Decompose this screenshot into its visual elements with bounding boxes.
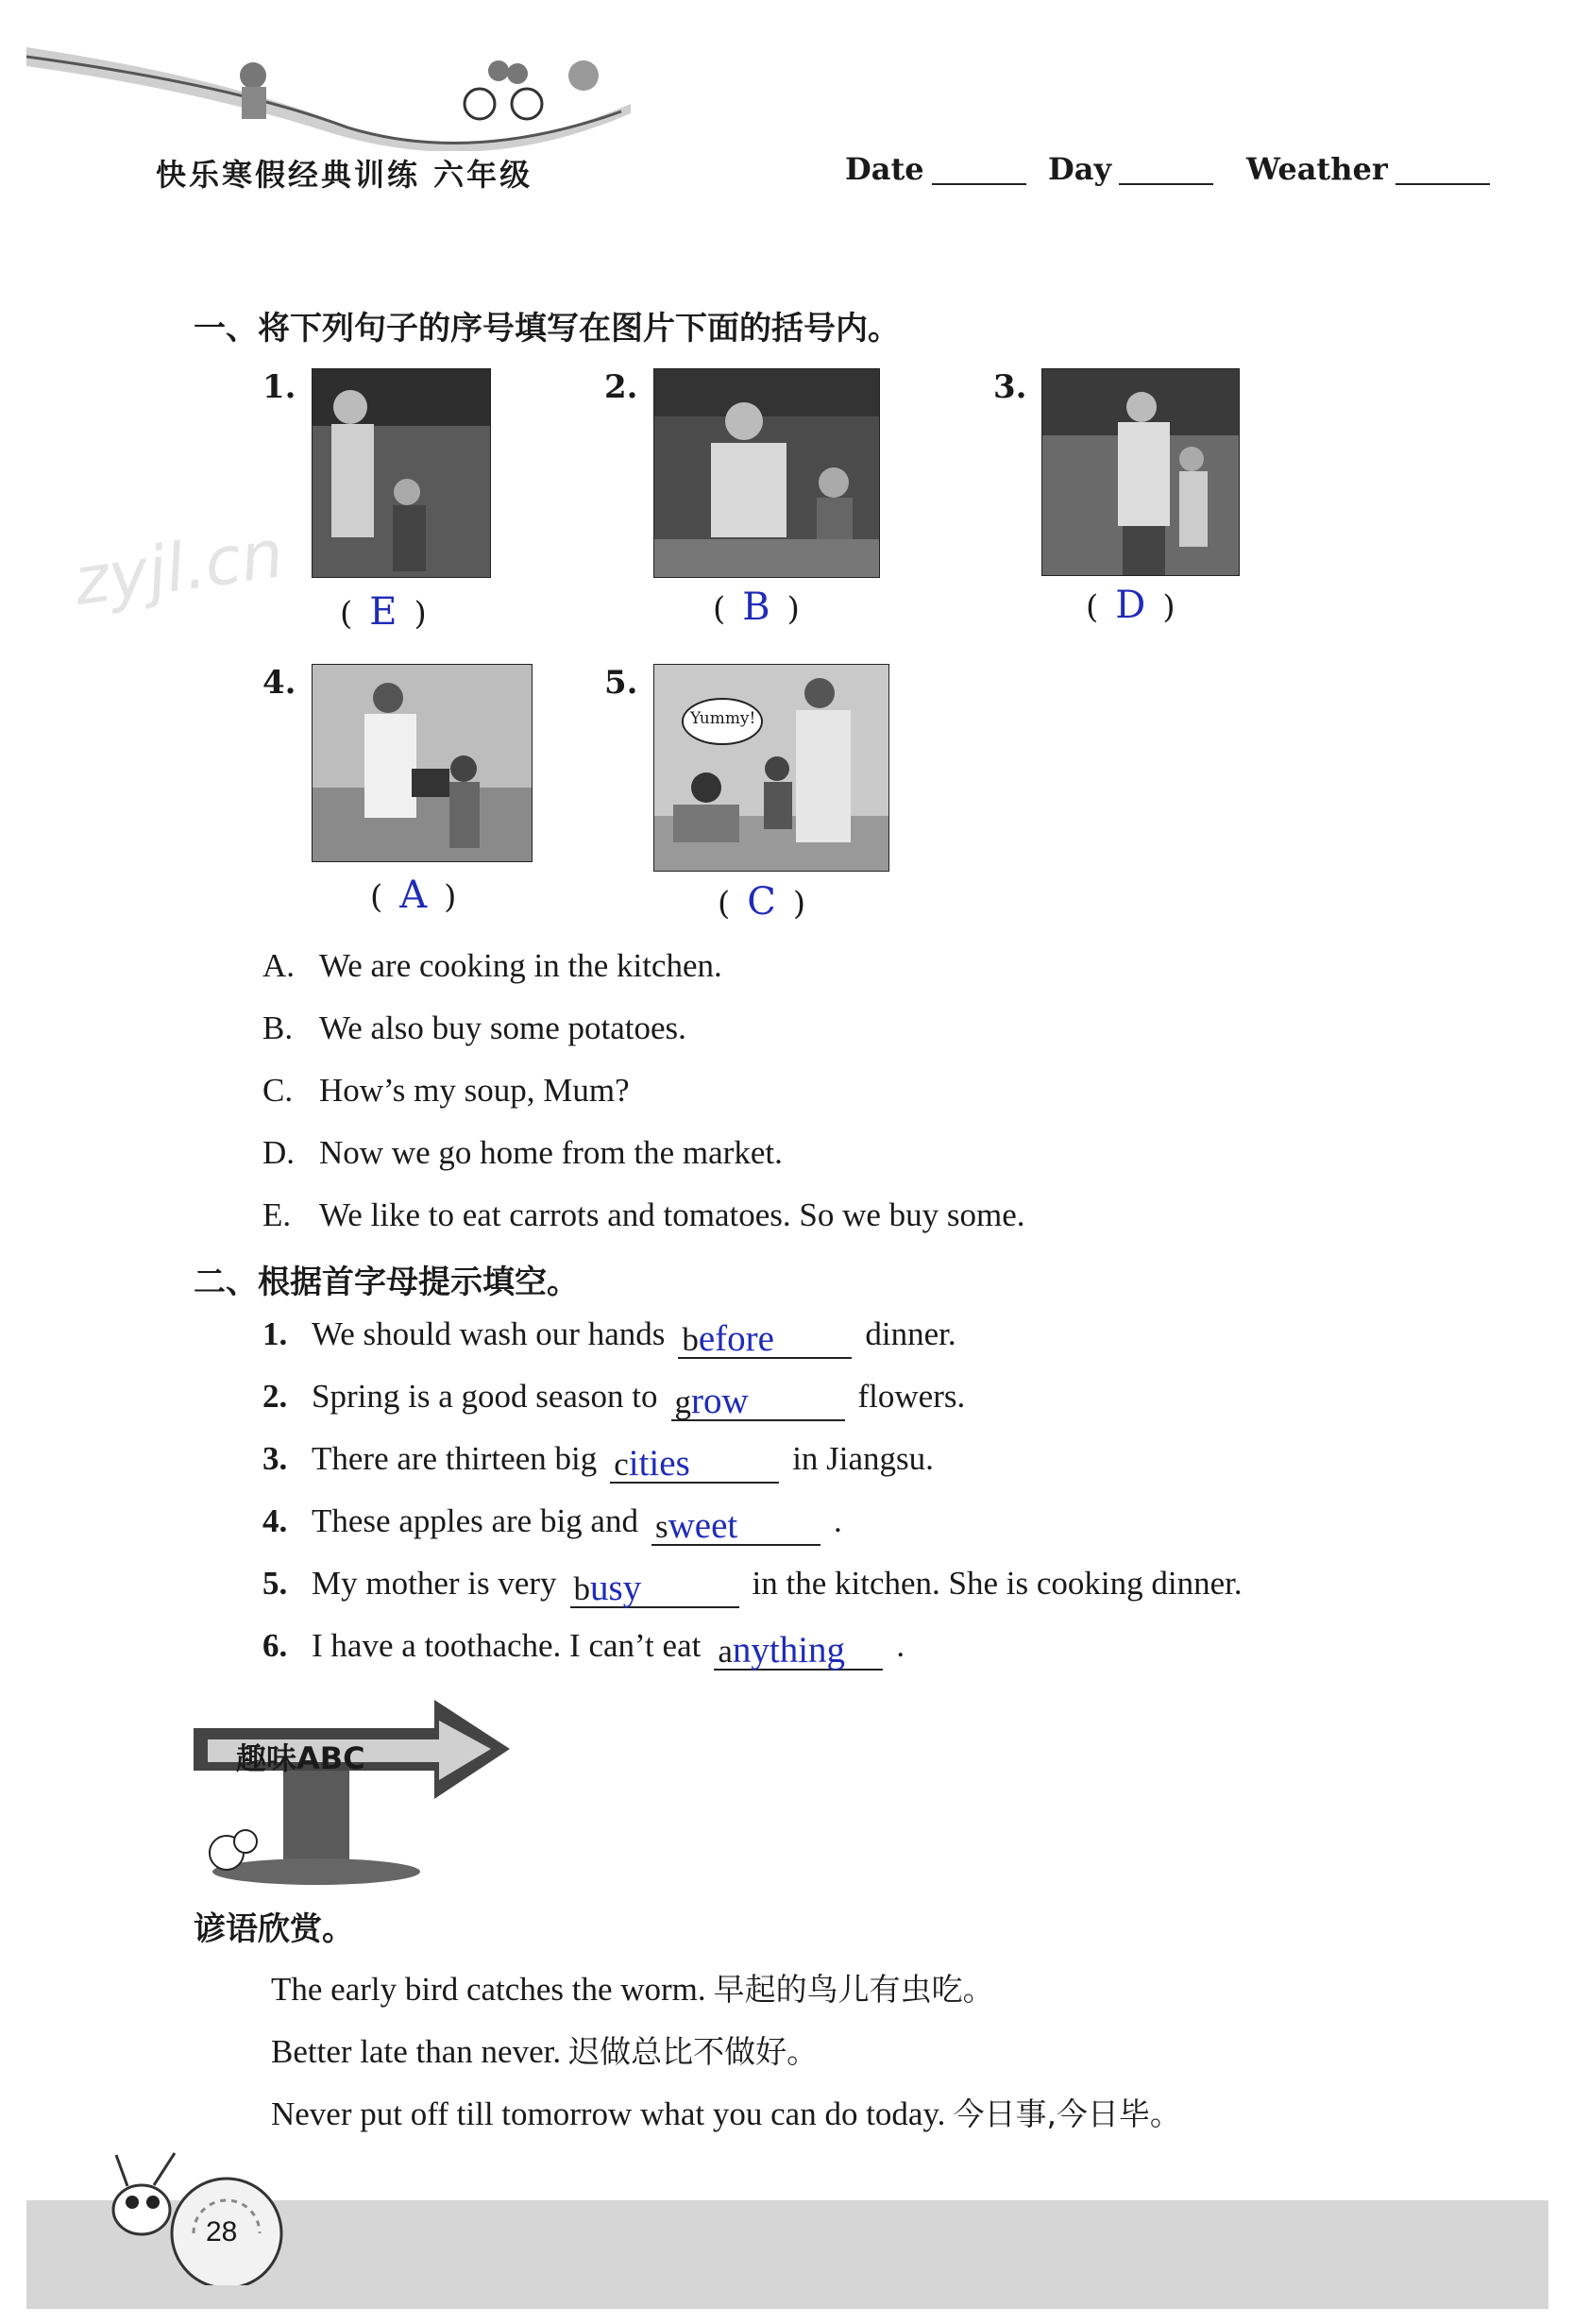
picture-1-answer: E — [369, 590, 397, 634]
weather-field — [1246, 151, 1490, 187]
day-blank[interactable] — [1119, 153, 1213, 185]
weather-blank[interactable] — [1395, 153, 1490, 185]
date-field — [845, 151, 1026, 187]
picture-3-number: 3. — [993, 368, 1027, 406]
picture-5-photo — [653, 664, 889, 872]
speech-bubble-text: Yummy! — [690, 709, 756, 728]
option-b: B. We also buy some potatoes. — [262, 1009, 686, 1046]
picture-3-answer-slot[interactable]: ( D ) — [1086, 584, 1176, 627]
day-label: Day — [1048, 151, 1112, 187]
picture-1-answer-slot[interactable]: ( E ) — [340, 590, 427, 634]
fill-blank-1[interactable]: before — [678, 1317, 852, 1359]
option-e: E. We like to eat carrots and tomatoes. So we buy some. — [262, 1196, 1025, 1233]
picture-3-answer: D — [1115, 584, 1146, 627]
fill-item-1: 1. We should wash our hands before dinner. — [262, 1315, 956, 1359]
proverb-heading: 谚语欣赏。 — [194, 1910, 354, 1948]
fill-item-5: 5. My mother is very busy in the kitchen. She is cooking dinner. — [262, 1565, 1243, 1608]
picture-4-photo — [312, 664, 533, 862]
picture-2-number: 2. — [604, 368, 638, 406]
picture-5-answer-slot[interactable]: ( C ) — [718, 880, 806, 924]
date-blank[interactable] — [932, 153, 1026, 185]
snail-icon — [99, 2144, 307, 2285]
fill-blank-5[interactable]: busy — [570, 1567, 739, 1608]
section2-title: 二、根据首字母提示填空。 — [194, 1264, 579, 1301]
date-label: Date — [845, 151, 924, 187]
header-banner-illustration — [26, 38, 631, 151]
picture-2-answer-slot[interactable]: ( B ) — [713, 585, 800, 629]
option-d: D. Now we go home from the market. — [262, 1134, 783, 1171]
picture-1-number: 1. — [262, 368, 296, 406]
fill-blank-4[interactable]: sweet — [651, 1504, 820, 1546]
weather-label: Weather — [1246, 151, 1388, 187]
picture-2-answer: B — [742, 585, 770, 629]
picture-1-photo — [312, 368, 491, 578]
day-field — [1048, 151, 1213, 187]
section1-title: 一、将下列句子的序号填写在图片下面的括号内。 — [194, 310, 900, 348]
proverb-2: Better late than never. 迟做总比不做好。 — [271, 2033, 819, 2070]
picture-5-number: 5. — [604, 664, 638, 702]
fill-blank-6[interactable]: anything — [714, 1629, 883, 1671]
fill-item-6: 6. I have a toothache. I can’t eat anything . — [262, 1627, 905, 1671]
fill-blank-3[interactable]: cities — [610, 1442, 779, 1484]
fill-item-3: 3. There are thirteen big cities in Jiangsu. — [262, 1440, 934, 1484]
proverb-3: Never put off till tomorrow what you can do today. 今日事,今日毕。 — [271, 2095, 1181, 2132]
picture-2-photo — [653, 368, 880, 578]
watermark: zyjl.cn — [69, 514, 288, 621]
fill-item-2: 2. Spring is a good season to grow flowers. — [262, 1378, 966, 1421]
book-title: 快乐寒假经典训练 六年级 — [156, 157, 533, 193]
page-number: 28 — [206, 2216, 238, 2248]
option-c: C. How’s my soup, Mum? — [262, 1072, 630, 1109]
picture-3-photo — [1041, 368, 1240, 576]
fun-abc-label: 趣味ABC — [236, 1740, 365, 1776]
picture-4-number: 4. — [262, 664, 296, 702]
proverb-1: The early bird catches the worm. 早起的鸟儿有虫吃。 — [271, 1971, 994, 2008]
option-a: A. We are cooking in the kitchen. — [262, 947, 722, 984]
picture-4-answer-slot[interactable]: ( A ) — [370, 874, 457, 917]
fill-blank-2[interactable]: grow — [671, 1380, 845, 1421]
picture-5-answer: C — [747, 880, 776, 924]
fill-item-4: 4. These apples are big and sweet . — [262, 1502, 842, 1546]
fun-abc-sign-icon — [189, 1690, 515, 1889]
picture-4-answer: A — [399, 874, 428, 917]
